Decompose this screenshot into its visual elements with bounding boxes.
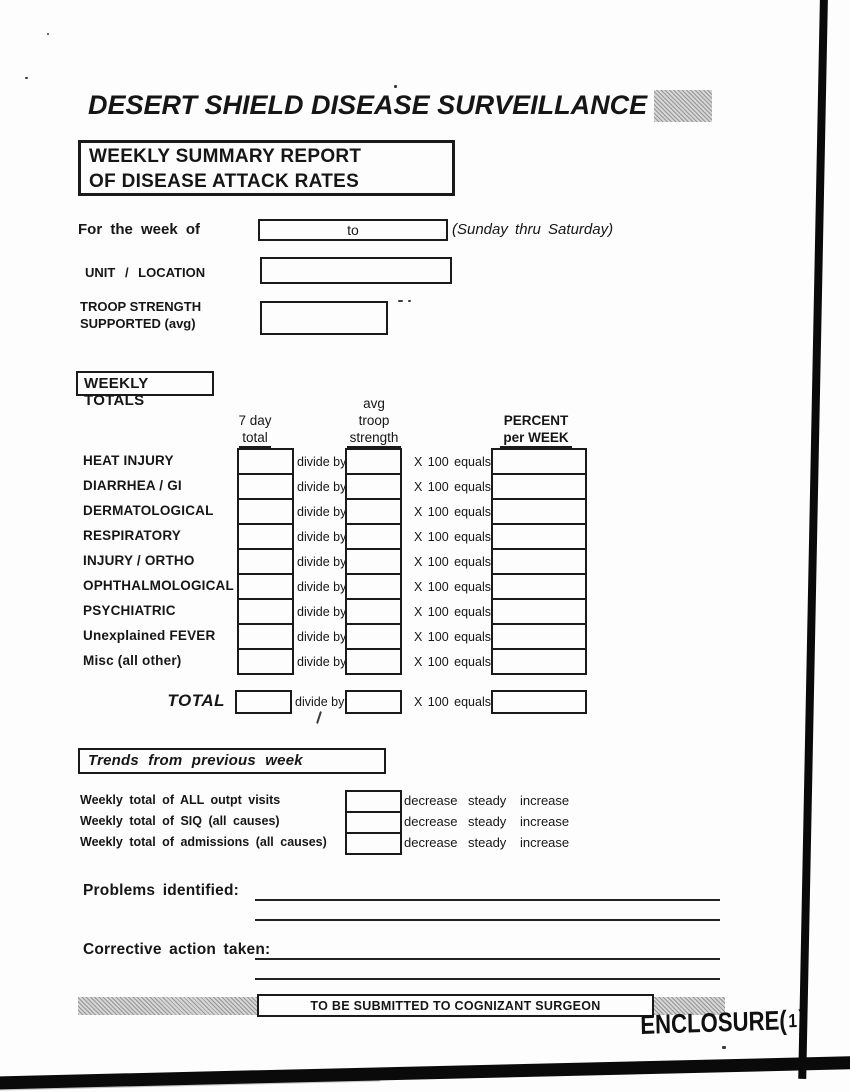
table-row-respiratory — [0, 523, 850, 550]
table-row-misc — [0, 648, 850, 675]
week-of-label: For the week of — [78, 221, 201, 238]
x100-equals-label: X 100 equals — [414, 555, 491, 569]
seven-day-total-field[interactable] — [237, 648, 294, 675]
seven-day-total-field[interactable] — [237, 473, 294, 500]
column-header-avg-troop-strength — [329, 395, 419, 448]
total-percent-field[interactable] — [491, 690, 587, 714]
row-label: Misc (all other) — [83, 653, 182, 668]
row-label: PSYCHIATRIC — [83, 603, 176, 618]
seven-day-total-field[interactable] — [237, 448, 294, 475]
row-label: DERMATOLOGICAL — [83, 503, 214, 518]
x100-equals-label: X 100 equals — [414, 695, 491, 709]
troop-strength-field[interactable] — [345, 448, 402, 475]
x100-equals-label: X 100 equals — [414, 530, 491, 544]
seven-day-total-field[interactable] — [237, 523, 294, 550]
scan-speck — [408, 300, 411, 302]
percent-per-week-field[interactable] — [491, 573, 587, 600]
scan-speck — [394, 85, 397, 88]
troop-strength-label — [80, 298, 201, 332]
option-increase[interactable]: increase — [520, 835, 570, 850]
problems-write-line-2[interactable] — [255, 919, 720, 921]
col1-line2: total — [239, 429, 271, 448]
report-header-box — [78, 140, 455, 196]
trend-label: Weekly total of admissions (all causes) — [80, 835, 327, 849]
table-row-psychiatric — [0, 598, 850, 625]
row-label: INJURY / ORTHO — [83, 553, 195, 568]
troop-strength-field[interactable] — [345, 573, 402, 600]
table-row-injury-ortho — [0, 548, 850, 575]
trend-value-field[interactable] — [345, 832, 402, 855]
col3-line1: PERCENT — [503, 413, 569, 428]
troop-strength-field[interactable] — [345, 523, 402, 550]
troop-strength-field[interactable] — [345, 473, 402, 500]
corrective-write-line-1[interactable] — [255, 958, 720, 960]
divide-by-label: divide by — [297, 580, 347, 594]
option-decrease[interactable]: decrease — [404, 814, 458, 829]
col2-line3: strength — [347, 429, 402, 448]
troop-strength-label-line1: TROOP STRENGTH — [80, 299, 202, 314]
x100-equals-label: X 100 equals — [414, 505, 491, 519]
seven-day-total-field[interactable] — [237, 623, 294, 650]
troop-strength-field[interactable] — [345, 598, 402, 625]
scan-edge-bottom — [0, 1055, 850, 1089]
x100-equals-label: X 100 equals — [414, 630, 491, 644]
divide-by-label: divide by — [297, 530, 347, 544]
percent-per-week-field[interactable] — [491, 523, 587, 550]
x100-equals-label: X 100 equals — [414, 455, 491, 469]
divide-by-label: divide by — [297, 605, 347, 619]
scan-speck — [47, 33, 49, 35]
report-header-line2: OF DISEASE ATTACK RATES — [89, 171, 360, 192]
enclosure-stamp — [640, 1005, 806, 1041]
enclosure-number: 1 — [788, 1010, 798, 1033]
col1-line1: 7 day — [238, 413, 272, 428]
seven-day-total-field[interactable] — [237, 573, 294, 600]
troop-strength-field[interactable] — [260, 301, 388, 335]
option-steady[interactable]: steady — [468, 793, 507, 808]
troop-strength-field[interactable] — [345, 548, 402, 575]
percent-per-week-field[interactable] — [491, 548, 587, 575]
report-header-line1: WEEKLY SUMMARY REPORT — [89, 146, 362, 167]
total-label: TOTAL — [167, 691, 225, 710]
trend-label: Weekly total of SIQ (all causes) — [80, 814, 280, 828]
divide-by-label: divide by — [297, 480, 347, 494]
submit-note: TO BE SUBMITTED TO COGNIZANT SURGEON — [257, 994, 654, 1017]
table-row-dermatological — [0, 498, 850, 525]
percent-per-week-field[interactable] — [491, 448, 587, 475]
table-row-diarrhea-gi — [0, 473, 850, 500]
unit-location-field[interactable] — [260, 257, 452, 284]
option-decrease[interactable]: decrease — [404, 835, 458, 850]
column-header-percent-per-week — [480, 412, 592, 448]
option-steady[interactable]: steady — [468, 814, 507, 829]
trend-row-siq — [0, 811, 850, 834]
table-row-total — [0, 690, 850, 714]
x100-equals-label: X 100 equals — [414, 580, 491, 594]
scan-speck — [398, 300, 403, 302]
divide-by-label: divide by — [295, 695, 345, 709]
table-row-heat-injury — [0, 448, 850, 475]
total-troop-strength-field[interactable] — [345, 690, 402, 714]
page-title: DESERT SHIELD DISEASE SURVEILLANCE — [88, 90, 648, 120]
trend-row-admissions — [0, 832, 850, 855]
troop-strength-label-line2: SUPPORTED (avg) — [80, 316, 196, 331]
troop-strength-field[interactable] — [345, 623, 402, 650]
divide-by-label: divide by — [297, 455, 347, 469]
trend-label: Weekly total of ALL outpt visits — [80, 793, 281, 807]
row-label: DIARRHEA / GI — [83, 478, 182, 493]
weekly-totals-section-title: WEEKLY TOTALS — [76, 371, 214, 396]
corrective-action-label: Corrective action taken: — [83, 941, 271, 958]
troop-strength-field[interactable] — [345, 648, 402, 675]
trend-value-field[interactable] — [345, 811, 402, 834]
divide-by-label: divide by — [297, 555, 347, 569]
col2-line2: troop — [358, 413, 390, 428]
problems-write-line-1[interactable] — [255, 899, 720, 901]
unit-location-label: UNIT / LOCATION — [85, 265, 206, 280]
column-header-7day-total — [210, 412, 300, 448]
row-label: RESPIRATORY — [83, 528, 181, 543]
percent-per-week-field[interactable] — [491, 623, 587, 650]
table-row-unexplained-fever — [0, 623, 850, 650]
x100-equals-label: X 100 equals — [414, 655, 491, 669]
seven-day-total-field[interactable] — [237, 598, 294, 625]
percent-per-week-field[interactable] — [491, 598, 587, 625]
x100-equals-label: X 100 equals — [414, 480, 491, 494]
percent-per-week-field[interactable] — [491, 473, 587, 500]
x100-equals-label: X 100 equals — [414, 605, 491, 619]
col2-line1: avg — [363, 396, 385, 411]
total-seven-day-field[interactable] — [235, 690, 292, 714]
option-steady[interactable]: steady — [468, 835, 507, 850]
scan-speck — [25, 77, 28, 79]
week-of-field[interactable]: to — [258, 219, 448, 241]
scan-speck — [722, 1046, 726, 1049]
trends-section-title: Trends from previous week — [78, 748, 386, 774]
option-decrease[interactable]: decrease — [404, 793, 458, 808]
divide-by-label: divide by — [297, 655, 347, 669]
divide-by-label: divide by — [297, 630, 347, 644]
percent-per-week-field[interactable] — [491, 498, 587, 525]
enclosure-prefix: ENCLOSURE( — [640, 1005, 787, 1040]
option-increase[interactable]: increase — [520, 814, 570, 829]
option-increase[interactable]: increase — [520, 793, 570, 808]
seven-day-total-field[interactable] — [237, 548, 294, 575]
trend-row-outpt-visits — [0, 790, 850, 813]
row-label: Unexplained FEVER — [83, 628, 216, 643]
corrective-write-line-2[interactable] — [255, 978, 720, 980]
trend-value-field[interactable] — [345, 790, 402, 813]
problems-identified-label: Problems identified: — [83, 882, 239, 899]
halftone-shade-box — [654, 90, 712, 122]
troop-strength-field[interactable] — [345, 498, 402, 525]
week-of-note: (Sunday thru Saturday) — [452, 221, 614, 238]
seven-day-total-field[interactable] — [237, 498, 294, 525]
col3-line2: per WEEK — [500, 429, 571, 448]
table-row-ophthalmological — [0, 573, 850, 600]
divide-by-label: divide by — [297, 505, 347, 519]
percent-per-week-field[interactable] — [491, 648, 587, 675]
row-label: OPHTHALMOLOGICAL — [83, 578, 234, 593]
row-label: HEAT INJURY — [83, 453, 174, 468]
